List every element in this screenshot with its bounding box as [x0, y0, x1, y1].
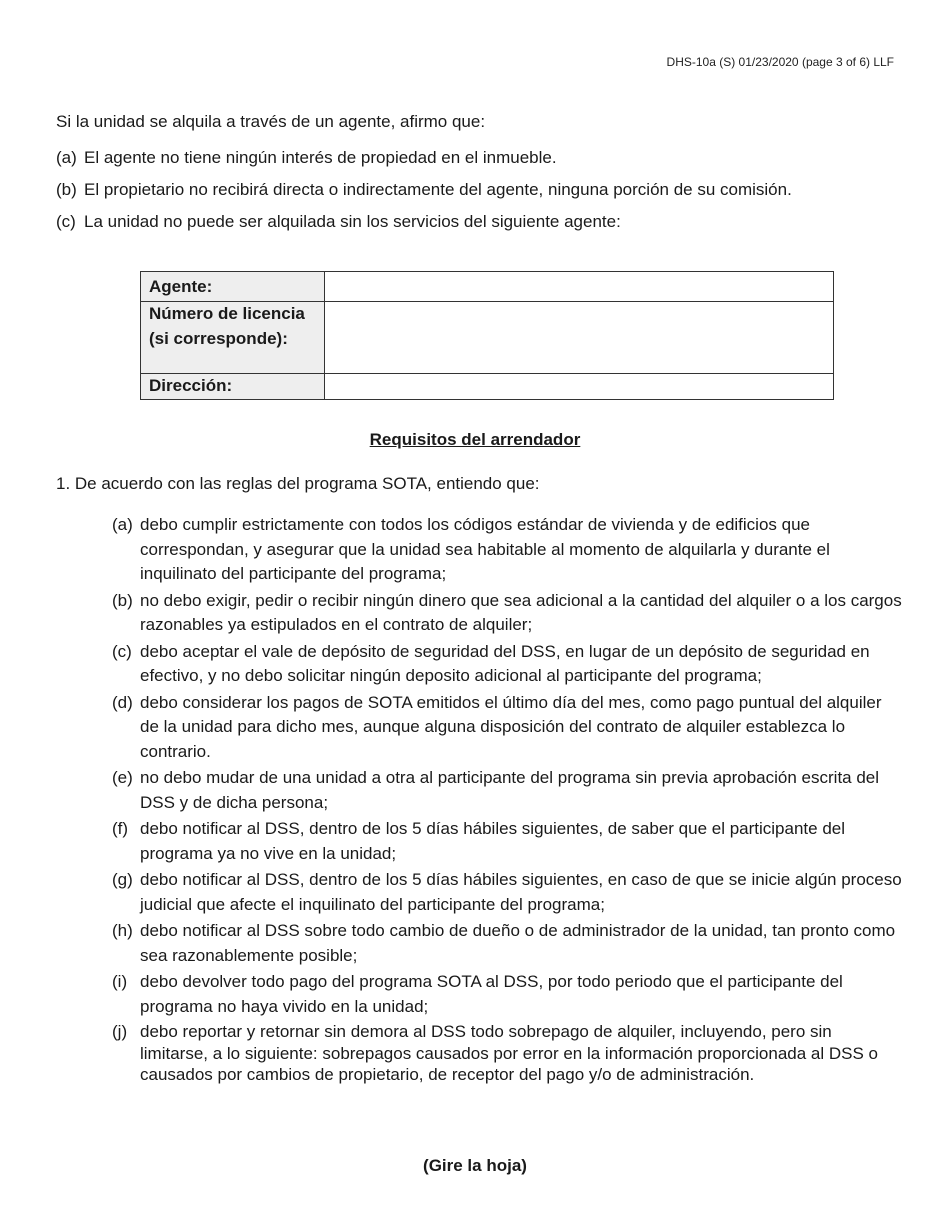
requirement-label: (c) — [112, 641, 132, 661]
requirement-label: (i) — [112, 972, 128, 991]
requirement-item — [112, 513, 902, 587]
requirement-text: debo devolver todo pago del programa SOTA al DSS, por todo periodo que el participante del programa no haya vivido en la unidad; — [140, 972, 843, 1016]
turn-page-note: (Gire la hoja) — [423, 1156, 527, 1175]
affirmation-text: La unidad no puede ser alquilada sin los servicios del siguiente agente: — [84, 212, 621, 231]
requirement-label: (d) — [112, 692, 133, 712]
requirement-text: debo notificar al DSS sobre todo cambio de dueño o de administrador de la unidad, tan pronto como sea razonablemente posible; — [140, 921, 896, 965]
section-title: Requisitos del arrendador — [369, 430, 581, 449]
affirmation-label: (b) — [56, 180, 77, 199]
license-field[interactable] — [325, 302, 834, 374]
agent-field[interactable] — [325, 272, 834, 302]
requirement-item — [112, 1021, 902, 1086]
requirement-item — [112, 970, 902, 1019]
license-row — [141, 302, 834, 374]
affirmation-label: (a) — [56, 148, 77, 167]
affirmation-text: El agente no tiene ningún interés de propiedad en el inmueble. — [84, 148, 557, 167]
requirement-text: debo reportar y retornar sin demora al DSS todo sobrepago de alquiler, incluyendo, pero sin limitarse, a lo siguiente: sobrepagos causados por error en la información proporcionada al DSS o causados por cambios de propietario, de receptor del pago y/o de administración. — [140, 1022, 879, 1084]
requirement-label: (h) — [112, 921, 133, 940]
agent-row — [141, 272, 834, 302]
requirement-label: (j) — [112, 1022, 128, 1041]
affirmation-item — [56, 148, 896, 168]
license-label: Número de licencia (si corresponde): — [141, 302, 325, 374]
requirement-label: (f) — [112, 819, 129, 838]
requirement-item — [112, 919, 902, 968]
requirement-text: debo cumplir estrictamente con todos los códigos estándar de vivienda y de edificios que correspondan, y asegurar que la unidad sea habitable al momento de alquilarla y durante el inquilinato del participante del programa; — [140, 515, 830, 583]
requirement-text: debo notificar al DSS, dentro de los 5 días hábiles siguientes, de saber que el participante del programa ya no vive en la unidad; — [140, 819, 846, 863]
requirement-label: (a) — [112, 515, 133, 534]
requirement-item — [112, 868, 902, 917]
requirement-text: no debo exigir, pedir o recibir ningún dinero que sea adicional a la cantidad del alquiler o a los cargos razonables ya estipulados en el contrato de alquiler; — [140, 590, 902, 634]
affirmation-text: El propietario no recibirá directa o indirectamente del agente, ninguna porción de su comisión. — [84, 180, 792, 199]
requirement-item — [112, 640, 902, 689]
requirement-item — [112, 766, 902, 815]
requirement-label: (e) — [112, 768, 133, 787]
requirement-text: no debo mudar de una unidad a otra al participante del programa sin previa aprobación escrita del DSS y de dicha persona; — [140, 768, 880, 812]
requirement-item — [112, 589, 902, 638]
requirement-text: debo aceptar el vale de depósito de seguridad del DSS, en lugar de un depósito de seguridad en efectivo, y no debo solicitar ningún deposito adicional al participante del programa; — [140, 641, 870, 685]
form-identifier: DHS-10a (S) 01/23/2020 (page 3 of 6) LLF — [666, 55, 894, 69]
affirmation-label: (c) — [56, 212, 76, 231]
requirements-list — [112, 513, 902, 1088]
address-label: Dirección: — [141, 374, 325, 400]
affirmation-item — [56, 212, 896, 232]
agent-affirmation-lead: Si la unidad se alquila a través de un agente, afirmo que: — [56, 112, 486, 131]
affirmation-item — [56, 180, 896, 200]
requirement-label: (b) — [112, 590, 133, 610]
agent-info-table — [140, 271, 834, 400]
requirement-item — [112, 691, 902, 765]
address-field[interactable] — [325, 374, 834, 400]
agent-label: Agente: — [141, 272, 325, 302]
address-row — [141, 374, 834, 400]
requirement-text: debo notificar al DSS, dentro de los 5 días hábiles siguientes, en caso de que se inicie algún proceso judicial que afecte el inquilinato del participante del programa; — [140, 870, 902, 914]
requirements-lead: 1. De acuerdo con las reglas del programa SOTA, entiendo que: — [56, 474, 540, 493]
requirement-label: (g) — [112, 870, 133, 889]
agent-affirmation-section — [56, 112, 896, 244]
requirement-item — [112, 817, 902, 866]
requirement-text: debo considerar los pagos de SOTA emitidos el último día del mes, como pago puntual del alquiler de la unidad para dicho mes, aunque alguna disposición del contrato de alquiler establezca lo contrario. — [140, 692, 882, 761]
